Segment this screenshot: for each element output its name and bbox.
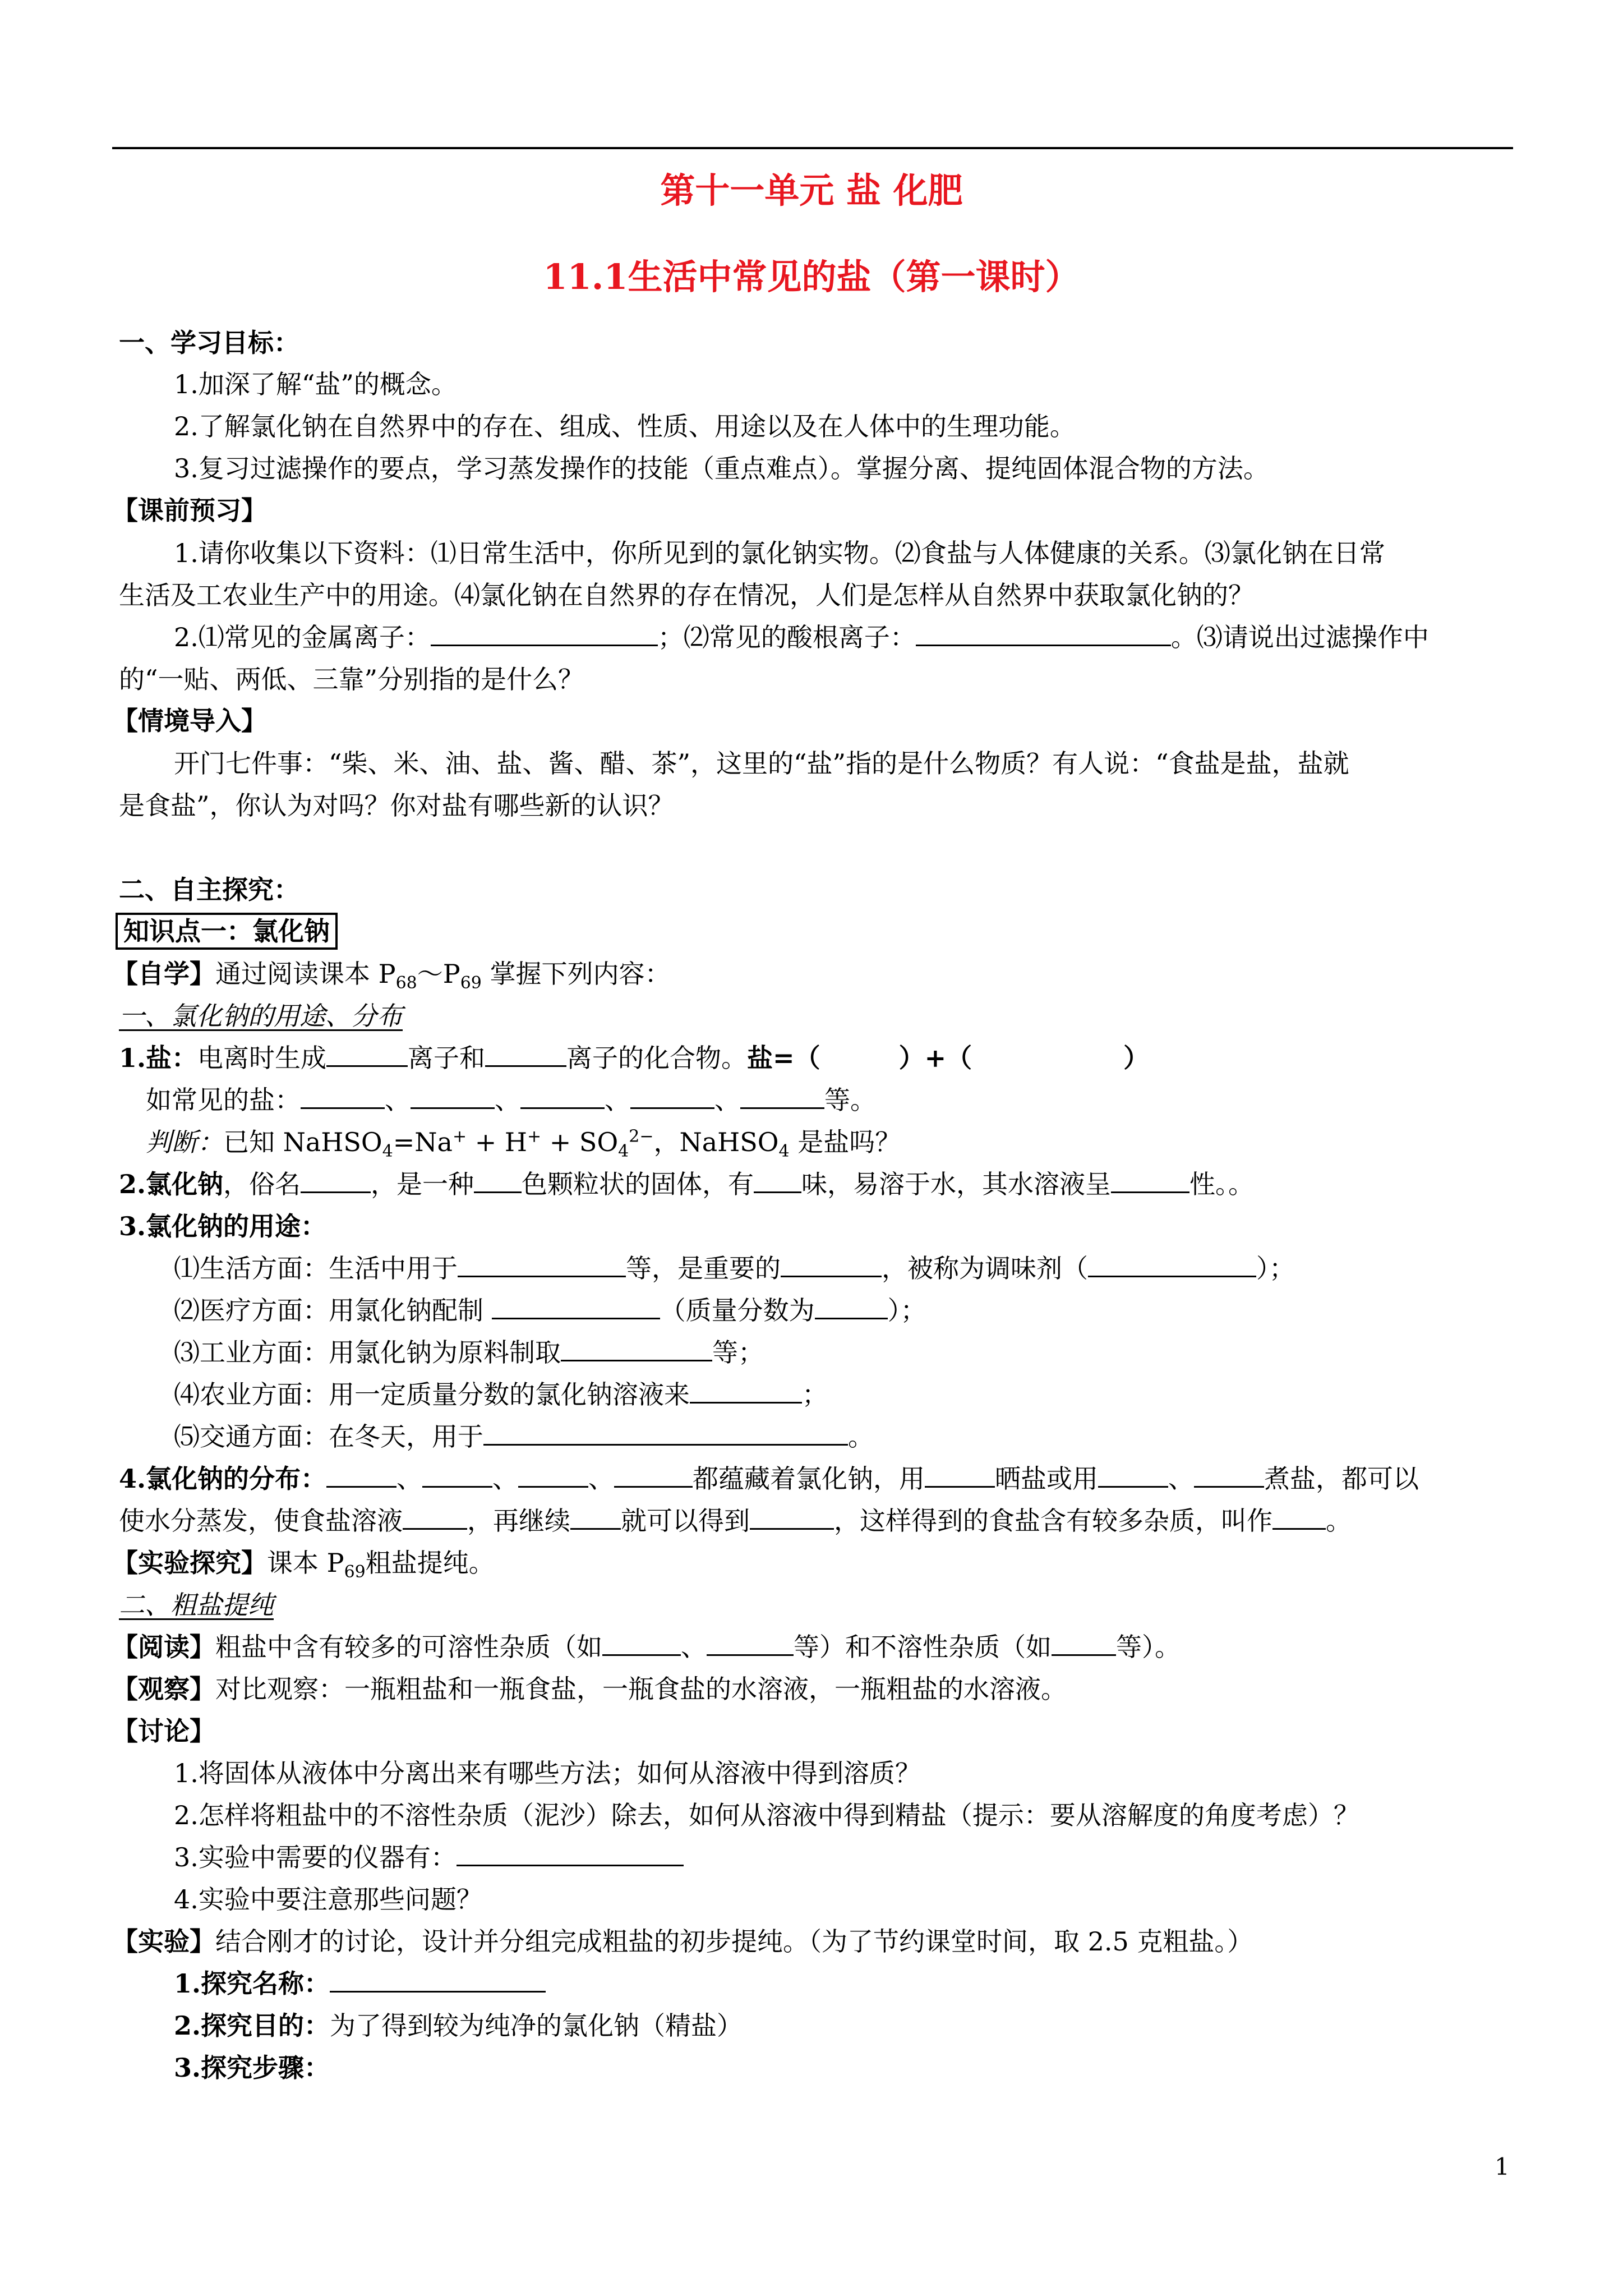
answer-blank[interactable] (602, 1630, 681, 1656)
answer-blank[interactable] (518, 1461, 588, 1488)
preview-heading: 【课前预习】 (112, 495, 267, 526)
answer-blank[interactable] (330, 1966, 546, 1993)
answer-blank[interactable] (781, 1251, 882, 1277)
subsection-purification: 二、粗盐提纯 (119, 1590, 274, 1620)
inquiry-purpose: 2.探究目的：为了得到较为纯净的氯化钠（精盐） (174, 2010, 743, 2041)
answer-blank[interactable] (431, 620, 658, 646)
use-industry: ⑶工业方面：用氯化钠为原料制取 等； (174, 1334, 764, 1371)
intro-heading: 【情境导入】 (112, 706, 267, 736)
experiment-inquiry: 【实验探究】课本 $P_{69}$粗盐提纯。 (112, 1548, 495, 1582)
answer-blank[interactable] (1272, 1503, 1326, 1530)
use-daily-life: ⑴生活方面：生活中用于 等，是重要的 ，被称为调味剂（ ）； (174, 1250, 1295, 1287)
answer-blank[interactable] (403, 1503, 467, 1530)
answer-blank[interactable] (483, 1419, 848, 1446)
discussion-4: 4.实验中要注意那些问题？ (174, 1884, 482, 1915)
subsection-uses: 一、氯化钠的用途、分布 (119, 1001, 403, 1031)
intro-line-1: 开门七件事：“柴、米、油、盐、酱、醋、茶”，这里的“盐”指的是什么物质？有人说：“食盐是盐，盐就 (174, 748, 1349, 779)
answer-blank[interactable] (570, 1503, 621, 1530)
answer-blank[interactable] (411, 1083, 495, 1109)
discussion-2: 2.怎样将粗盐中的不溶性杂质（泥沙）除去，如何从溶液中得到精盐（提示：要从溶解度的角度考虑）？ (174, 1800, 1359, 1830)
nacl-distribution-cont: 使水分蒸发，使食盐溶液 ，再继续 就可以得到 ，这样得到的食盐含有较多杂质，叫作 。 (119, 1502, 1352, 1539)
experiment: 【实验】结合刚才的讨论，设计并分组完成粗盐的初步提纯。（为了节约课堂时间，取 2.5 克粗盐。） (112, 1926, 1253, 1957)
observation: 【观察】对比观察：一瓶粗盐和一瓶食盐，一瓶食盐的水溶液，一瓶粗盐的水溶液。 (112, 1674, 1067, 1704)
knowledge-point-box: 知识点一：氯化钠 (116, 913, 338, 950)
answer-blank[interactable] (630, 1083, 714, 1109)
use-agriculture: ⑷农业方面：用一定质量分数的氯化钠溶液来 ； (174, 1376, 828, 1413)
answer-blank[interactable] (326, 1041, 408, 1067)
answer-blank[interactable] (301, 1167, 371, 1193)
answer-blank[interactable] (925, 1461, 995, 1488)
inquiry-name: 1.探究名称： (174, 1965, 546, 2002)
header-rule (112, 147, 1513, 149)
preview-line-4: 的“一贴、两低、三靠”分别指的是什么？ (119, 664, 584, 694)
common-salts: 如常见的盐： 、 、 、 、 等。 (146, 1082, 876, 1119)
judge-question: 判断：已知 NaHSO$_4$=Na+ + $H^+ + SO_4^{2-}$，NaHSO$_4$ 是盐吗？ (146, 1126, 901, 1162)
page-subtitle: 11.1生活中常见的盐（第一课时） (543, 256, 1080, 297)
goal-2: 2.了解氯化钠在自然界中的存在、组成、性质、用途以及在人体中的生理功能。 (174, 411, 1076, 441)
answer-blank[interactable] (1088, 1251, 1256, 1277)
answer-blank[interactable] (707, 1630, 794, 1656)
answer-blank[interactable] (690, 1377, 802, 1404)
use-medical: ⑵医疗方面：用氯化钠配制 （质量分数为 ）； (174, 1292, 926, 1329)
answer-blank[interactable] (754, 1167, 801, 1193)
goal-3: 3.复习过滤操作的要点，学习蒸发操作的技能（重点难点）。掌握分离、提纯固体混合物的方法。 (174, 453, 1269, 484)
answer-blank[interactable] (1052, 1630, 1116, 1656)
salt-definition: 1.盐：电离时生成 离子和 离子的化合物。盐=（ ）+（ ） (119, 1039, 1149, 1076)
goal-1: 1.加深了解“盐”的概念。 (174, 369, 457, 399)
answer-blank[interactable] (422, 1461, 492, 1488)
intro-line-2: 是食盐”，你认为对吗？你对盐有哪些新的认识？ (119, 790, 674, 821)
answer-blank[interactable] (916, 620, 1171, 646)
page-number: 1 (1495, 2153, 1510, 2180)
answer-blank[interactable] (1111, 1167, 1189, 1193)
answer-blank[interactable] (740, 1083, 824, 1109)
discussion-heading: 【讨论】 (112, 1716, 215, 1746)
page-title: 第十一单元 盐 化肥 (660, 170, 963, 211)
use-transport: ⑸交通方面：在冬天，用于 。 (174, 1418, 874, 1455)
uses-heading: 3.氯化钠的用途： (119, 1211, 327, 1241)
discussion-1: 1.将固体从液体中分离出来有哪些方法；如何从溶液中得到溶质？ (174, 1758, 921, 1788)
answer-blank[interactable] (458, 1251, 626, 1277)
section-heading-goals: 一、学习目标： (119, 328, 299, 358)
preview-line-2: 生活及工农业生产中的用途。⑷氯化钠在自然界的存在情况，人们是怎样从自然界中获取氯化钠的？ (119, 580, 1254, 610)
answer-blank[interactable] (614, 1461, 693, 1488)
answer-blank[interactable] (815, 1293, 888, 1319)
self-study: 【自学】通过阅读课本 $P_{68}\sim P_{69}$ 掌握下列内容： (112, 959, 671, 993)
preview-line-1: 1.请你收集以下资料：⑴日常生活中，你所见到的氯化钠实物。⑵食盐与人体健康的关系。⑶氯化钠在日常 (174, 538, 1385, 568)
inquiry-steps: 3.探究步骤： (174, 2053, 330, 2083)
answer-blank[interactable] (457, 1840, 684, 1866)
answer-blank[interactable] (1194, 1461, 1264, 1488)
answer-blank[interactable] (1098, 1461, 1168, 1488)
answer-blank[interactable] (326, 1461, 396, 1488)
answer-blank[interactable] (301, 1083, 385, 1109)
nacl-properties: 2.氯化钠，俗名 ，是一种 色颗粒状的固体，有 味，易溶于水，其水溶液呈 性。。 (119, 1166, 1254, 1203)
answer-blank[interactable] (492, 1293, 660, 1319)
section-heading-explore: 二、自主探究： (119, 875, 299, 905)
answer-blank[interactable] (520, 1083, 605, 1109)
answer-blank[interactable] (561, 1335, 712, 1361)
preview-line-3: 2.⑴常见的金属离子： ；⑵常见的酸根离子： 。⑶请说出过滤操作中 (174, 619, 1429, 656)
reading: 【阅读】粗盐中含有较多的可溶性杂质（如 、 等）和不溶性杂质（如 等）。 (112, 1628, 1181, 1665)
nacl-distribution: 4.氯化钠的分布： 、 、 、 都蕴藏着氯化钠，用 晒盐或用 、 煮盐，都可以 (119, 1460, 1419, 1497)
discussion-3: 3.实验中需要的仪器有： (174, 1839, 684, 1876)
answer-blank[interactable] (474, 1167, 522, 1193)
answer-blank[interactable] (485, 1041, 566, 1067)
answer-blank[interactable] (750, 1503, 834, 1530)
